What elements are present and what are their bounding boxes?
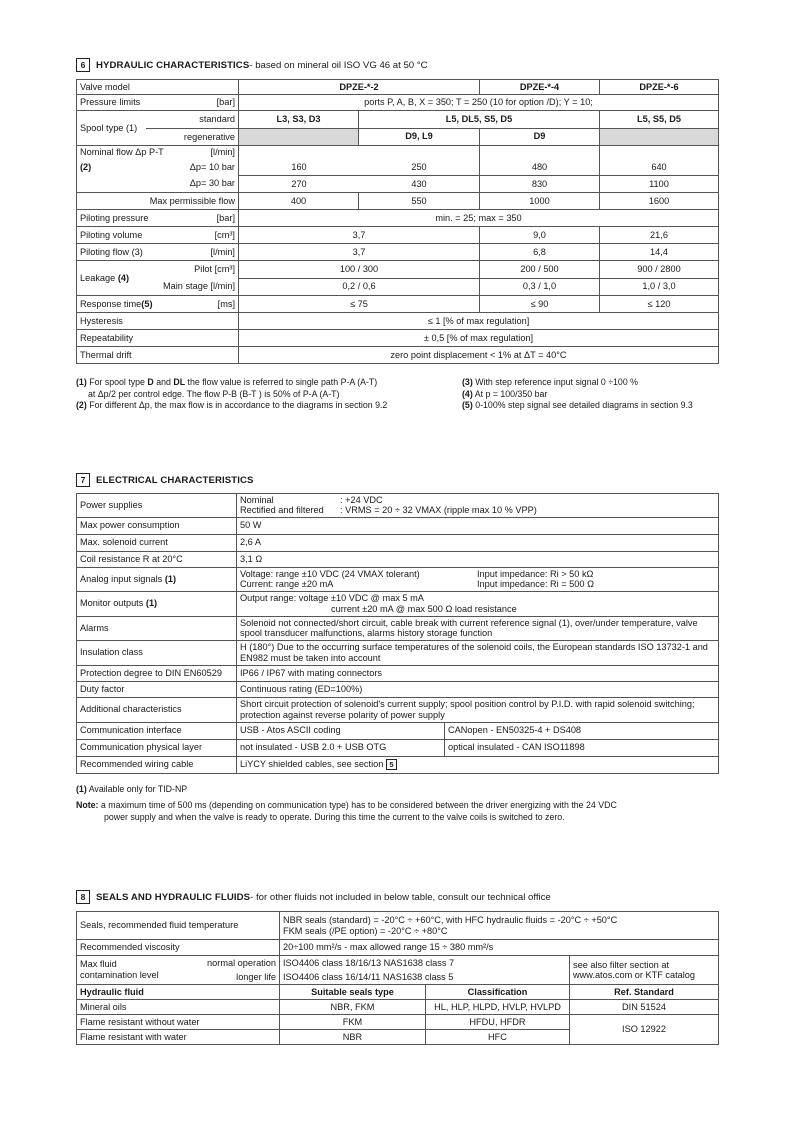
spool-reg-4a: D9, L9 [359,128,480,146]
viscosity-label: Recommended viscosity [77,940,280,956]
contamination-cell [77,956,280,985]
header-ref-standard: Ref. Standard [570,985,719,1000]
model-dpze-6: DPZE-*-6 [600,80,719,95]
spool-reg-6-empty [600,128,719,146]
response-time-4: ≤ 90 [480,296,600,313]
insulation-label: Insulation class [77,640,237,665]
viscosity-value: 20÷100 mm²/s - max allowed range 15 ÷ 380 mm²/s [280,940,719,956]
piloting-flow-6: 14,4 [600,244,719,261]
leakage-label: Leakage (4) [80,272,130,283]
section-6-notes-right [462,377,693,412]
pressure-limits-label: Pressure limits [bar] [77,95,239,111]
comm-interface-b: CANopen - EN50325-4 + DS408 [445,722,719,739]
table-row [77,1000,719,1015]
valve-model-label: Valve model [77,80,239,95]
analog-input-value: Voltage: range ±10 VDC (24 VMAX tolerant) Input impedance: Ri > 50 kΩ Current: range ±20 mA Input impedance: Ri = 500 Ω [237,567,719,591]
flow-dp10-values-2: 160 250 [239,160,480,176]
coil-resistance-label: Coil resistance R at 20°C [77,551,237,567]
response-time-6: ≤ 120 [600,296,719,313]
leakage-main-2: 0,2 / 0,6 [239,278,480,296]
response-time-label: Response time(5) [ms] [77,296,239,313]
repeatability-value: ± 0,5 [% of max regulation] [239,330,719,347]
flow-dp30-value-6: 1100 [600,176,719,193]
insulation-value: H (180°) Due to the occurring surface temperatures of the solenoid coils, the European standards ISO 13732-1 and EN982 must be taken into account [237,640,719,665]
section-6-notes-left [76,377,387,412]
piloting-flow-4: 6,8 [480,244,600,261]
additional-value: Short circuit protection of solenoid's current supply; spool position control by P.I.D. with rapid solenoid switching; protection against reverse polarity of power supply [237,697,719,722]
flow-dp10-value-4: 480 [480,160,600,176]
leakage-pilot-4: 200 / 500 [480,261,600,279]
note-4: (4) At p = 100/350 bar [462,388,548,399]
fluid-name: Mineral oils [77,1000,280,1015]
note-2: (2) For different Δp, the max flow is in accordance to the diagrams in section 9.2 [76,400,388,411]
comm-physical-b: optical insulated - CAN ISO11898 [445,739,719,756]
fluid-ref: ISO 12922 [570,1015,719,1045]
fluid-seals: NBR [280,1030,426,1045]
section-7-number: 7 [76,473,90,487]
header-seals-type: Suitable seals type [280,985,426,1000]
fluid-name: Flame resistant with water [77,1030,280,1045]
section-7-title [76,473,254,487]
seals-fluids-table [76,911,719,1045]
spool-standard-label: standard [199,114,235,124]
thermal-drift-value: zero point displacement < 1% at ΔT = 40°C [239,347,719,364]
fluid-seals: NBR, FKM [280,1000,426,1015]
protection-label: Protection degree to DIN EN60529 [77,665,237,681]
piloting-volume-2: 3,7 [239,227,480,244]
duty-value: Continuous rating (ED=100%) [237,681,719,697]
piloting-volume-4: 9,0 [480,227,600,244]
flow-dp30-values-2: 270 430 [239,176,480,193]
additional-label: Additional characteristics [77,697,237,722]
duty-label: Duty factor [77,681,237,697]
nominal-flow-label: Nominal flow Δp P-T [l/min] [77,146,239,160]
spool-reg-4b: D9 [480,128,600,146]
fluid-class: HFDU, HFDR [426,1015,570,1030]
fluid-name: Flame resistant without water [77,1015,280,1030]
monitor-outputs-value: Output range: voltage ±10 VDC @ max 5 mA current ±20 mA @ max 500 Ω load resistance [237,591,719,616]
comm-interface-label: Communication interface [77,722,237,739]
power-supplies-value: Nominal : +24 VDC Rectified and filtered : VRMS = 20 ÷ 32 VMAX (ripple max 10 % VPP) [237,494,719,518]
comm-interface-a: USB - Atos ASCII coding [237,722,445,739]
fluid-class: HFC [426,1030,570,1045]
leakage-pilot-label: Pilot [cm³] [194,264,235,274]
piloting-volume-label: Piloting volume [cm³] [77,227,239,244]
leakage-pilot-6: 900 / 2800 [600,261,719,279]
model-dpze-2: DPZE-*-2 [239,80,480,95]
fluid-seals: FKM [280,1015,426,1030]
protection-value: IP66 / IP67 with mating connectors [237,665,719,681]
spool-type-cell [77,111,239,146]
header-classification: Classification [426,985,570,1000]
alarms-value: Solenoid not connected/short circuit, cable break with current reference signal (1), over/under temperature, valve spool transducer malfunctions, alarms history storage function [237,616,719,640]
contamination-label: Max fluid contamination level [80,959,159,980]
hysteresis-label: Hysteresis [77,313,239,330]
max-power-value: 50 W [237,517,719,534]
alarms-label: Alarms [77,616,237,640]
normal-op-label: normal operation [207,958,276,968]
max-flow-value-6: 1600 [600,193,719,210]
piloting-flow-2: 3,7 [239,244,480,261]
leakage-pilot-2: 100 / 300 [239,261,480,279]
flow-dp10-value-6: 640 [600,160,719,176]
leakage-main-label: Main stage [l/min] [163,281,235,291]
section-8-title [76,890,551,904]
section-6-subtitle: - based on mineral oil ISO VG 46 at 50 °C [249,59,428,71]
section-7-note-1: (1) Available only for TID-NP [76,784,188,794]
section-8-heading: SEALS AND HYDRAULIC FLUIDS [96,891,251,903]
max-power-label: Max power consumption [77,517,237,534]
section-8-subtitle: - for other fluids not included in below table, consult our technical office [250,891,551,903]
thermal-drift-label: Thermal drift [77,347,239,364]
seals-value: NBR seals (standard) = -20°C ÷ +60°C, with HFC hydraulic fluids = -20°C ÷ +50°C FKM seals (/PE option) = -20°C ÷ +80°C [280,912,719,940]
section-6-title [76,58,428,72]
piloting-flow-label: Piloting flow (3) [l/min] [77,244,239,261]
flow-dp30-value-4: 830 [480,176,600,193]
filter-note: see also filter section at www.atos.com or KTF catalog [570,956,719,985]
spool-reg-2-empty [239,128,359,146]
note-1-cont: at Δp/2 per control edge. The flow P-B (B-T ) is 50% of P-A (A-T) [88,388,340,399]
note-1: (1) For spool type D and DL the flow value is referred to single path P-A (A-T) [76,377,378,387]
section-7-heading: ELECTRICAL CHARACTERISTICS [96,474,254,486]
section-5-ref[interactable]: 5 [386,759,397,770]
piloting-pressure-value: min. = 25; max = 350 [239,210,719,227]
flow-dp30-label: Δp= 30 bar [77,176,239,193]
longer-life-label: longer life [236,972,276,982]
comm-physical-label: Communication physical layer [77,739,237,756]
spool-std-2: L3, S3, D3 [239,111,359,129]
comm-physical-a: not insulated - USB 2.0 + USB OTG [237,739,445,756]
electrical-characteristics-table [76,493,719,774]
max-current-label: Max. solenoid current [77,534,237,551]
wiring-value: LiYCY shielded cables, see section 5 [237,756,719,773]
max-flow-value-2b: 550 [359,193,480,210]
leakage-main-6: 1,0 / 3,0 [600,278,719,296]
section-6-heading: HYDRAULIC CHARACTERISTICS [96,59,250,71]
piloting-pressure-label: Piloting pressure [bar] [77,210,239,227]
header-hydraulic-fluid: Hydraulic fluid [77,985,280,1000]
max-current-value: 2,6 A [237,534,719,551]
note-3: (3) With step reference input signal 0 ÷100 % [462,377,638,387]
spool-regenerative-label: regenerative [146,128,238,146]
section-6-number: 6 [76,58,90,72]
flow-dp10-label: (2) Δp= 10 bar [77,160,239,176]
max-flow-value-4: 1000 [480,193,600,210]
spool-type-label: Spool type (1) [80,122,138,133]
piloting-volume-6: 21,6 [600,227,719,244]
leakage-main-4: 0,3 / 1,0 [480,278,600,296]
power-supplies-label: Power supplies [77,494,237,518]
repeatability-label: Repeatability [77,330,239,347]
hydraulic-characteristics-table [76,79,719,364]
spool-std-4: L5, DL5, S5, D5 [359,111,600,129]
contamination-values: ISO4406 class 18/16/13 NAS1638 class 7 ISO4406 class 16/14/11 NAS1638 class 5 [280,956,570,985]
analog-input-label: Analog input signals (1) [77,567,237,591]
hysteresis-value: ≤ 1 [% of max regulation] [239,313,719,330]
pressure-limits-value: ports P, A, B, X = 350; T = 250 (10 for option /D); Y = 10; [239,95,719,111]
note-5: (5) 0-100% step signal see detailed diagrams in section 9.3 [462,400,693,411]
section-8-number: 8 [76,890,90,904]
monitor-outputs-label: Monitor outputs (1) [77,591,237,616]
spool-std-6: L5, S5, D5 [600,111,719,129]
model-dpze-4: DPZE-*-4 [480,80,600,95]
coil-resistance-value: 3,1 Ω [237,551,719,567]
max-flow-value-2a: 400 [239,193,359,210]
seals-label: Seals, recommended fluid temperature [77,912,280,940]
table-row [77,1015,719,1030]
max-flow-label: Max permissible flow [77,193,239,210]
response-time-2: ≤ 75 [239,296,480,313]
fluid-ref: DIN 51524 [570,1000,719,1015]
fluid-class: HL, HLP, HLPD, HVLP, HVLPD [426,1000,570,1015]
leakage-cell [77,261,239,296]
wiring-label: Recommended wiring cable [77,756,237,773]
section-7-note: Note: a maximum time of 500 ms (depending on communication type) has to be considered between the driver energizing with the 24 VDC power supply and when the valve is ready to operate. During this time the current to the valve coils is switched to zero. [76,800,617,822]
